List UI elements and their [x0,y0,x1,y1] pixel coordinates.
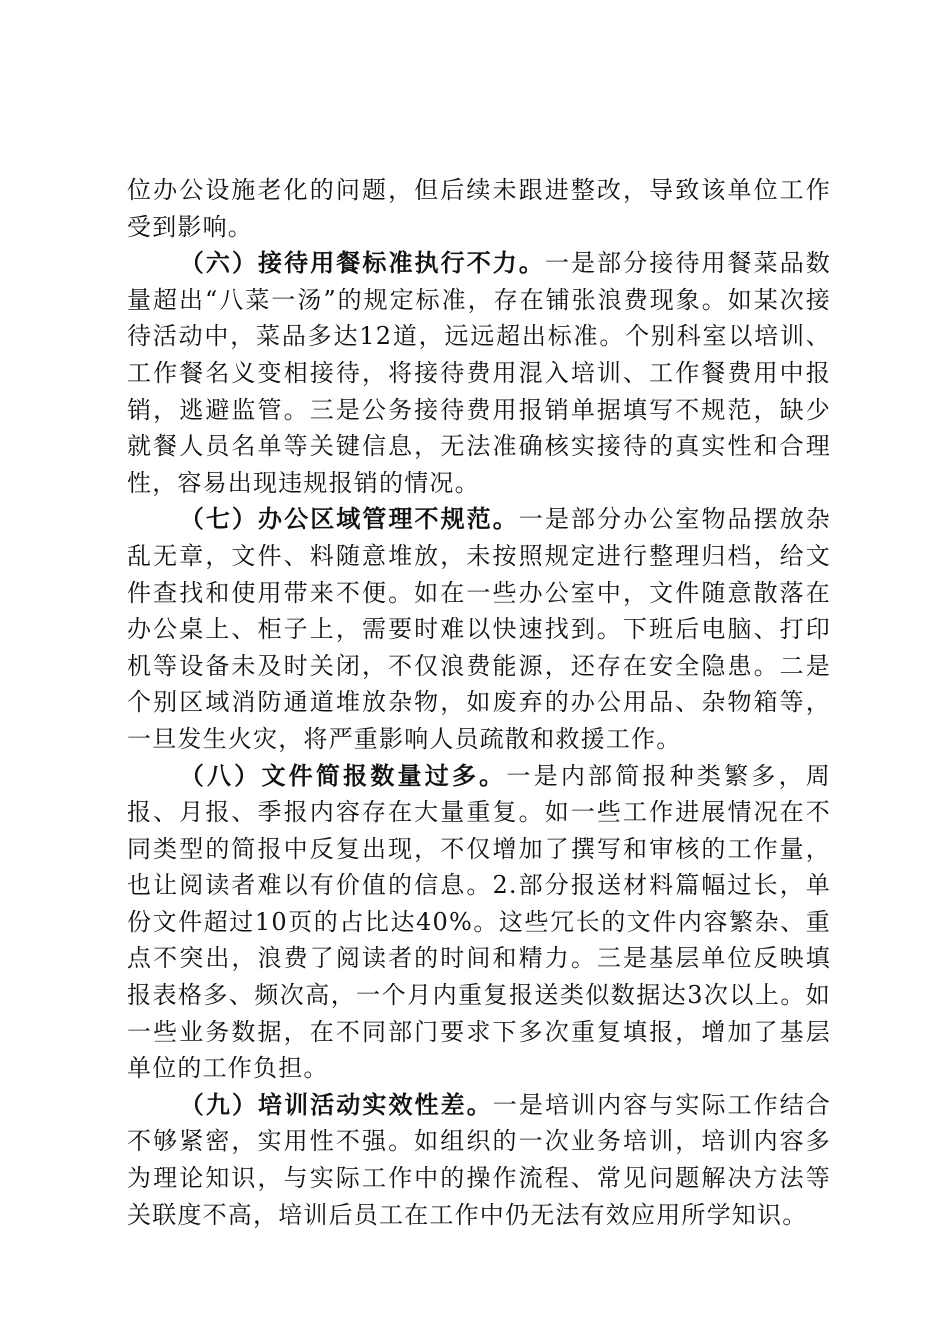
section-8-paragraph [127,758,831,1087]
document-page [127,172,831,1233]
section-6-paragraph [127,245,831,501]
section-6-body: 一是部分接待用餐菜品数量超出“八菜一汤”的规定标准，存在铺张浪费现象。如某次接待活动中，菜品多达12道，远远超出标准。个别科室以培训、工作餐名义变相接待，将接待费用混入培训、工作餐费用中报销，逃避监管。三是公务接待费用报销单据填写不规范，缺少就餐人员名单等关键信息，无法准确核实接待的真实性和合理性，容易出现违规报销的情况。 [127,249,831,497]
section-9-heading: （九）培训活动实效性差。 [179,1089,493,1119]
section-9-paragraph [127,1087,831,1233]
section-7-heading: （七）办公区域管理不规范。 [179,504,519,534]
section-9-body: 一是培训内容与实际工作结合不够紧密，实用性不强。如组织的一次业务培训，培训内容多为理论知识，与实际工作中的操作流程、常见问题解决方法等关联度不高，培训后员工在工作中仍无法有效应用所学知识。 [127,1090,831,1229]
section-7-body: 一是部分办公室物品摆放杂乱无章，文件、料随意堆放，未按照规定进行整理归档，给文件查找和使用带来不便。如在一些办公室中，文件随意散落在办公桌上、柜子上，需要时难以快速找到。下班后电脑、打印机等设备未及时关闭，不仅浪费能源，还存在安全隐患。二是个别区域消防通道堆放杂物，如废弃的办公用品、杂物箱等，一旦发生火灾，将严重影响人员疏散和救援工作。 [127,505,831,753]
paragraph-body: 位办公设施老化的问题，但后续未跟进整改，导致该单位工作受到影响。 [127,176,831,241]
section-7-paragraph [127,501,831,757]
paragraph-continuation [127,172,831,245]
section-8-body: 一是内部简报种类繁多，周报、月报、季报内容存在大量重复。如一些工作进展情况在不同类型的简报中反复出现，不仅增加了撰写和审核的工作量，也让阅读者难以有价值的信息。2.部分报送材料篇幅过长，单份文件超过10页的占比达40%。这些冗长的文件内容繁杂、重点不突出，浪费了阅读者的时间和精力。三是基层单位反映填报表格多、频次高，一个月内重复报送类似数据达3次以上。如一些业务数据，在不同部门要求下多次重复填报，增加了基层单位的工作负担。 [127,761,831,1083]
section-6-heading: （六）接待用餐标准执行不力。 [179,248,545,278]
section-8-heading: （八）文件简报数量过多。 [179,760,507,790]
